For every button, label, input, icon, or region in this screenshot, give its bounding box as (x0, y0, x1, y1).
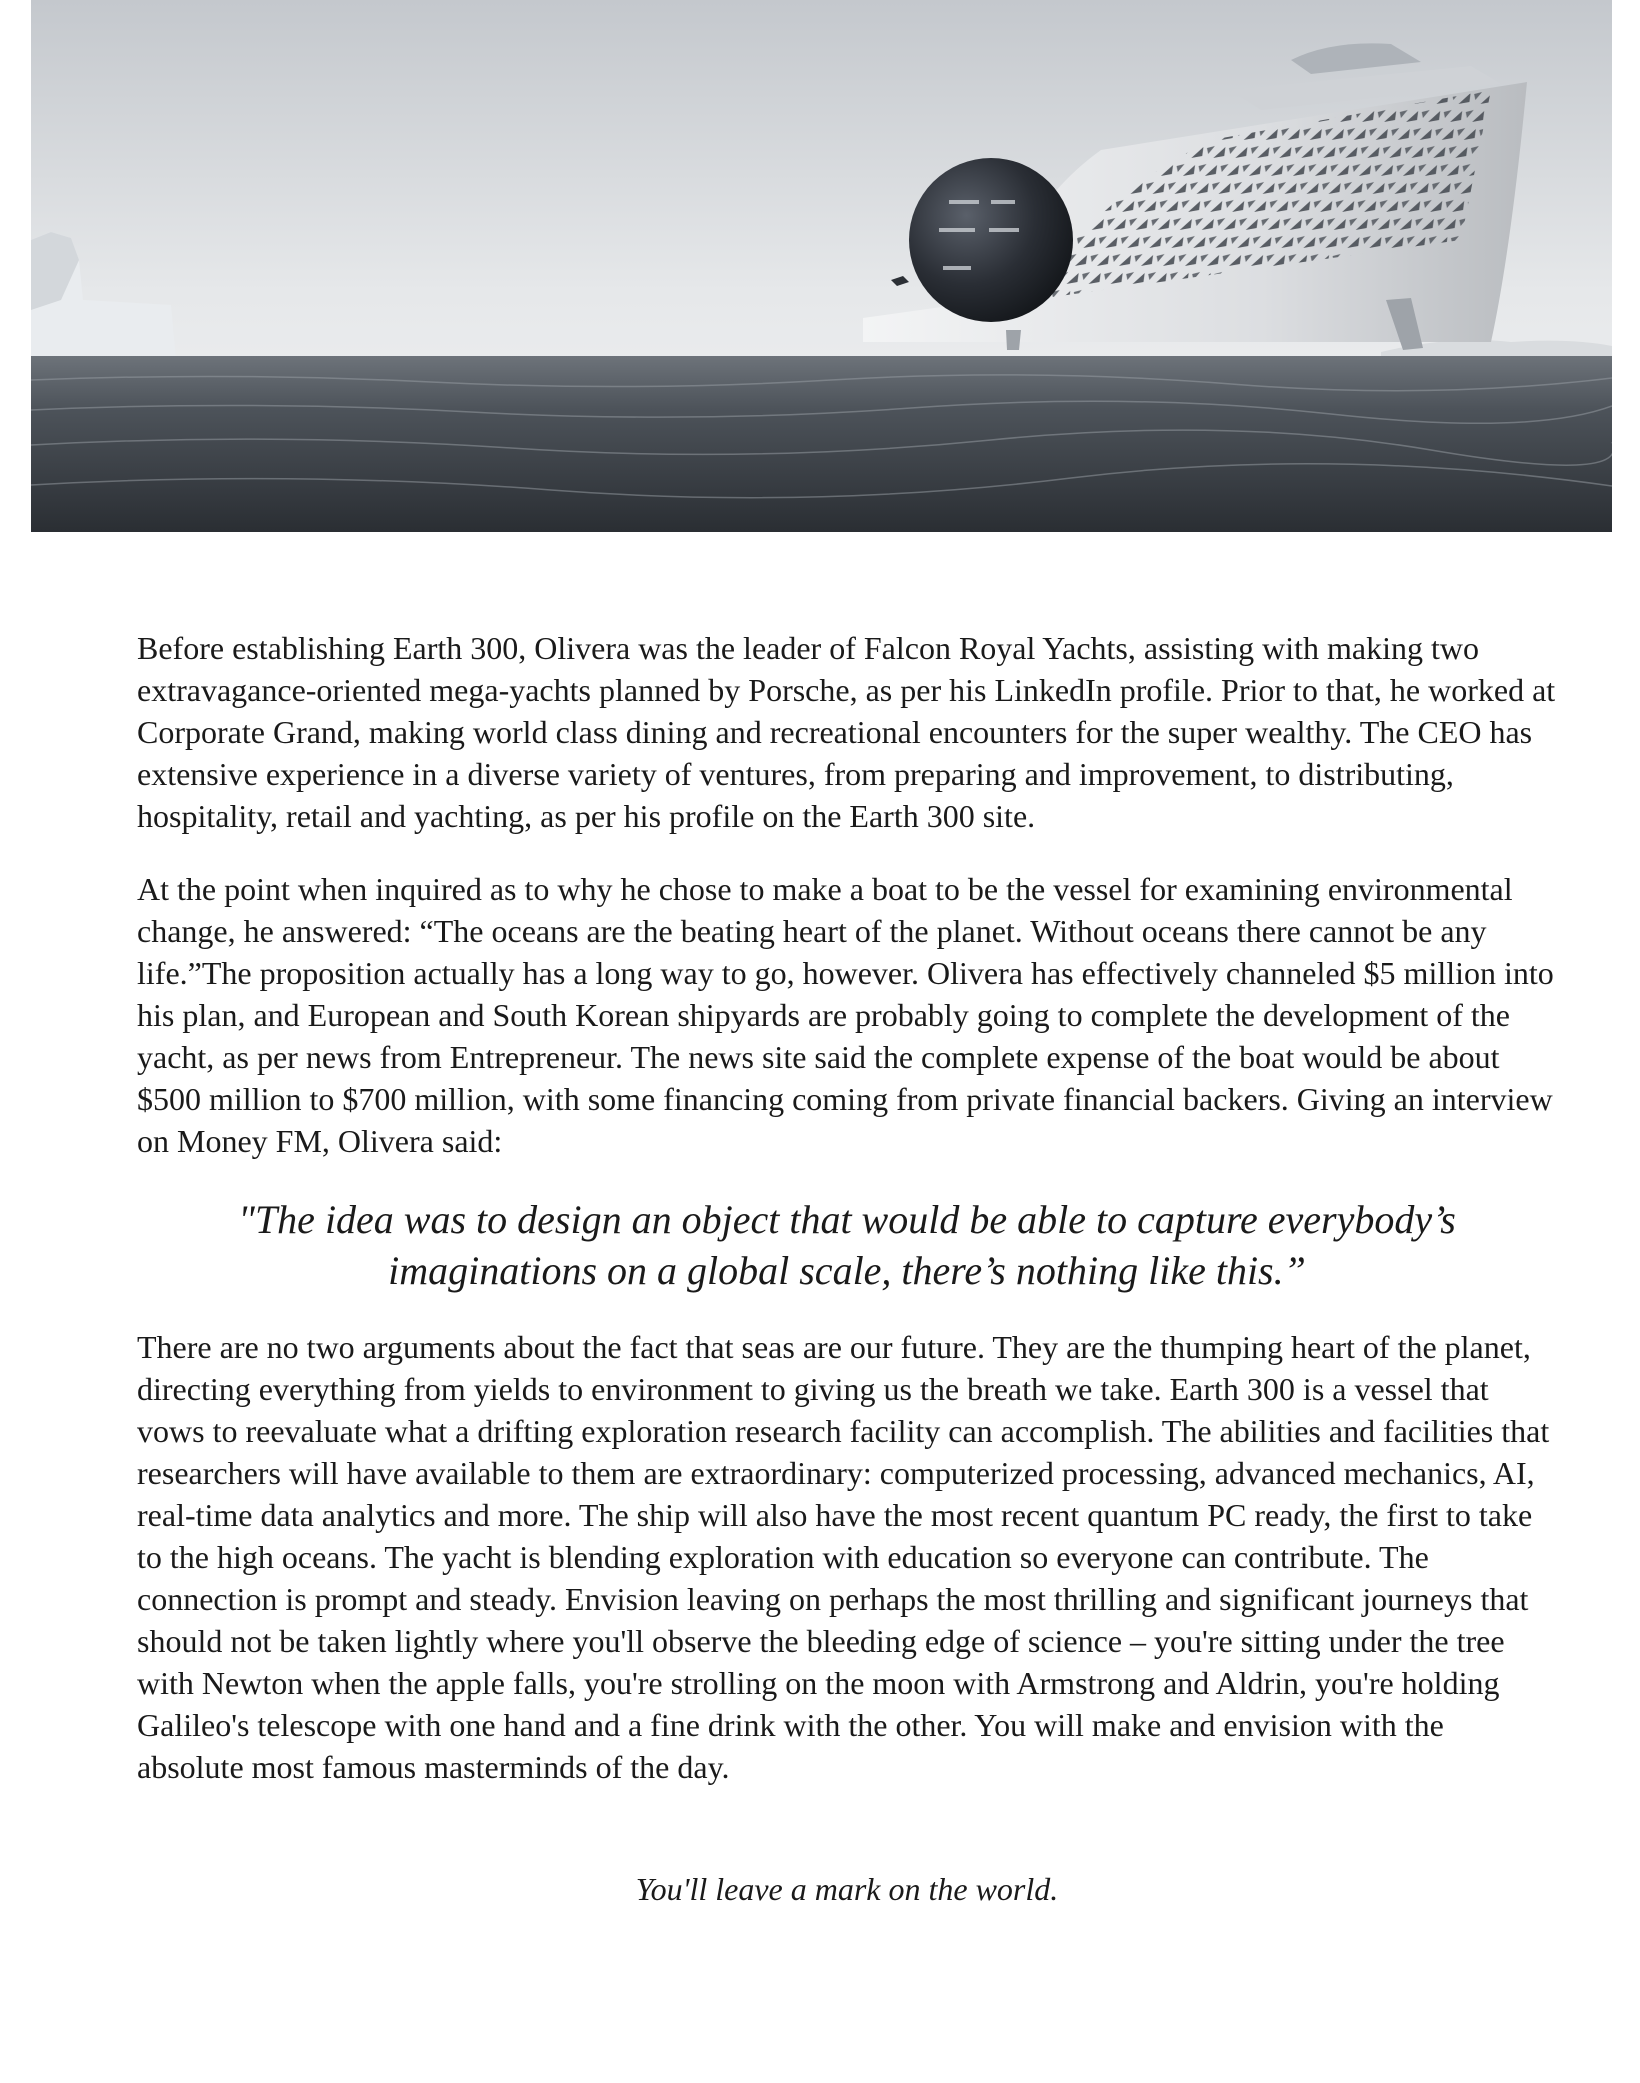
hero-image (31, 0, 1612, 532)
closing-line: You'll leave a mark on the world. (635, 1871, 1059, 1907)
pull-quote-line: "The idea was to design an object that would be able to capture everybody’s (238, 1197, 1456, 1242)
pull-quote (137, 1194, 1557, 1296)
paragraph-seas-future: There are no two arguments about the fact that seas are our future. They are the thumping heart of the planet, directing everything from yields to environment to giving us the breath we take. Earth 300 is a vessel that vows to reevaluate what a drifting exploration research facility can accomplish. The abilities and facilities that researchers will have available to them are extraordinary: computerized processing, advanced mechanics, AI, real-time data analytics and more. The ship will also have the most recent quantum PC ready, the first to take to the high oceans. The yacht is blending exploration with education so everyone can contribute. The connection is prompt and steady. Envision leaving on perhaps the most thrilling and significant journeys that should not be taken lightly where you'll observe the bleeding edge of science – you're sitting under the tree with Newton when the apple falls, you're strolling on the moon with Armstrong and Aldrin, you're holding Galileo's telescope with one hand and a fine drink with the other. You will make and envision with the absolute most famous masterminds of the day. (137, 1329, 1550, 1785)
pull-quote-line: imaginations on a global scale, there’s nothing like this.” (388, 1248, 1306, 1293)
paragraph-oceans-answer: At the point when inquired as to why he chose to make a boat to be the vessel for examining environmental change, he answered: “The oceans are the beating heart of the planet. Without oceans there cannot be any life.”The proposition actually has a long way to go, however. Olivera has effectively channeled $5 million into his plan, and European and South Korean shipyards are probably going to complete the development of the yacht, as per news from Entrepreneur. The news site said the complete expense of the boat would be about $500 million to $700 million, with some financing coming from private financial backers. Giving an interview on Money FM, Olivera said: (137, 871, 1554, 1159)
paragraph-olivera-background: Before establishing Earth 300, Olivera was the leader of Falcon Royal Yachts, assisting with making two extravagance-oriented mega-yachts planned by Porsche, as per his LinkedIn profile. Prior to that, he worked at Corporate Grand, making world class dining and recreational encounters for the super wealthy. The CEO has extensive experience in a diverse variety of ventures, from preparing and improvement, to distributing, hospitality, retail and yachting, as per his profile on the Earth 300 site. (137, 630, 1556, 834)
yacht-illustration (31, 0, 1612, 532)
